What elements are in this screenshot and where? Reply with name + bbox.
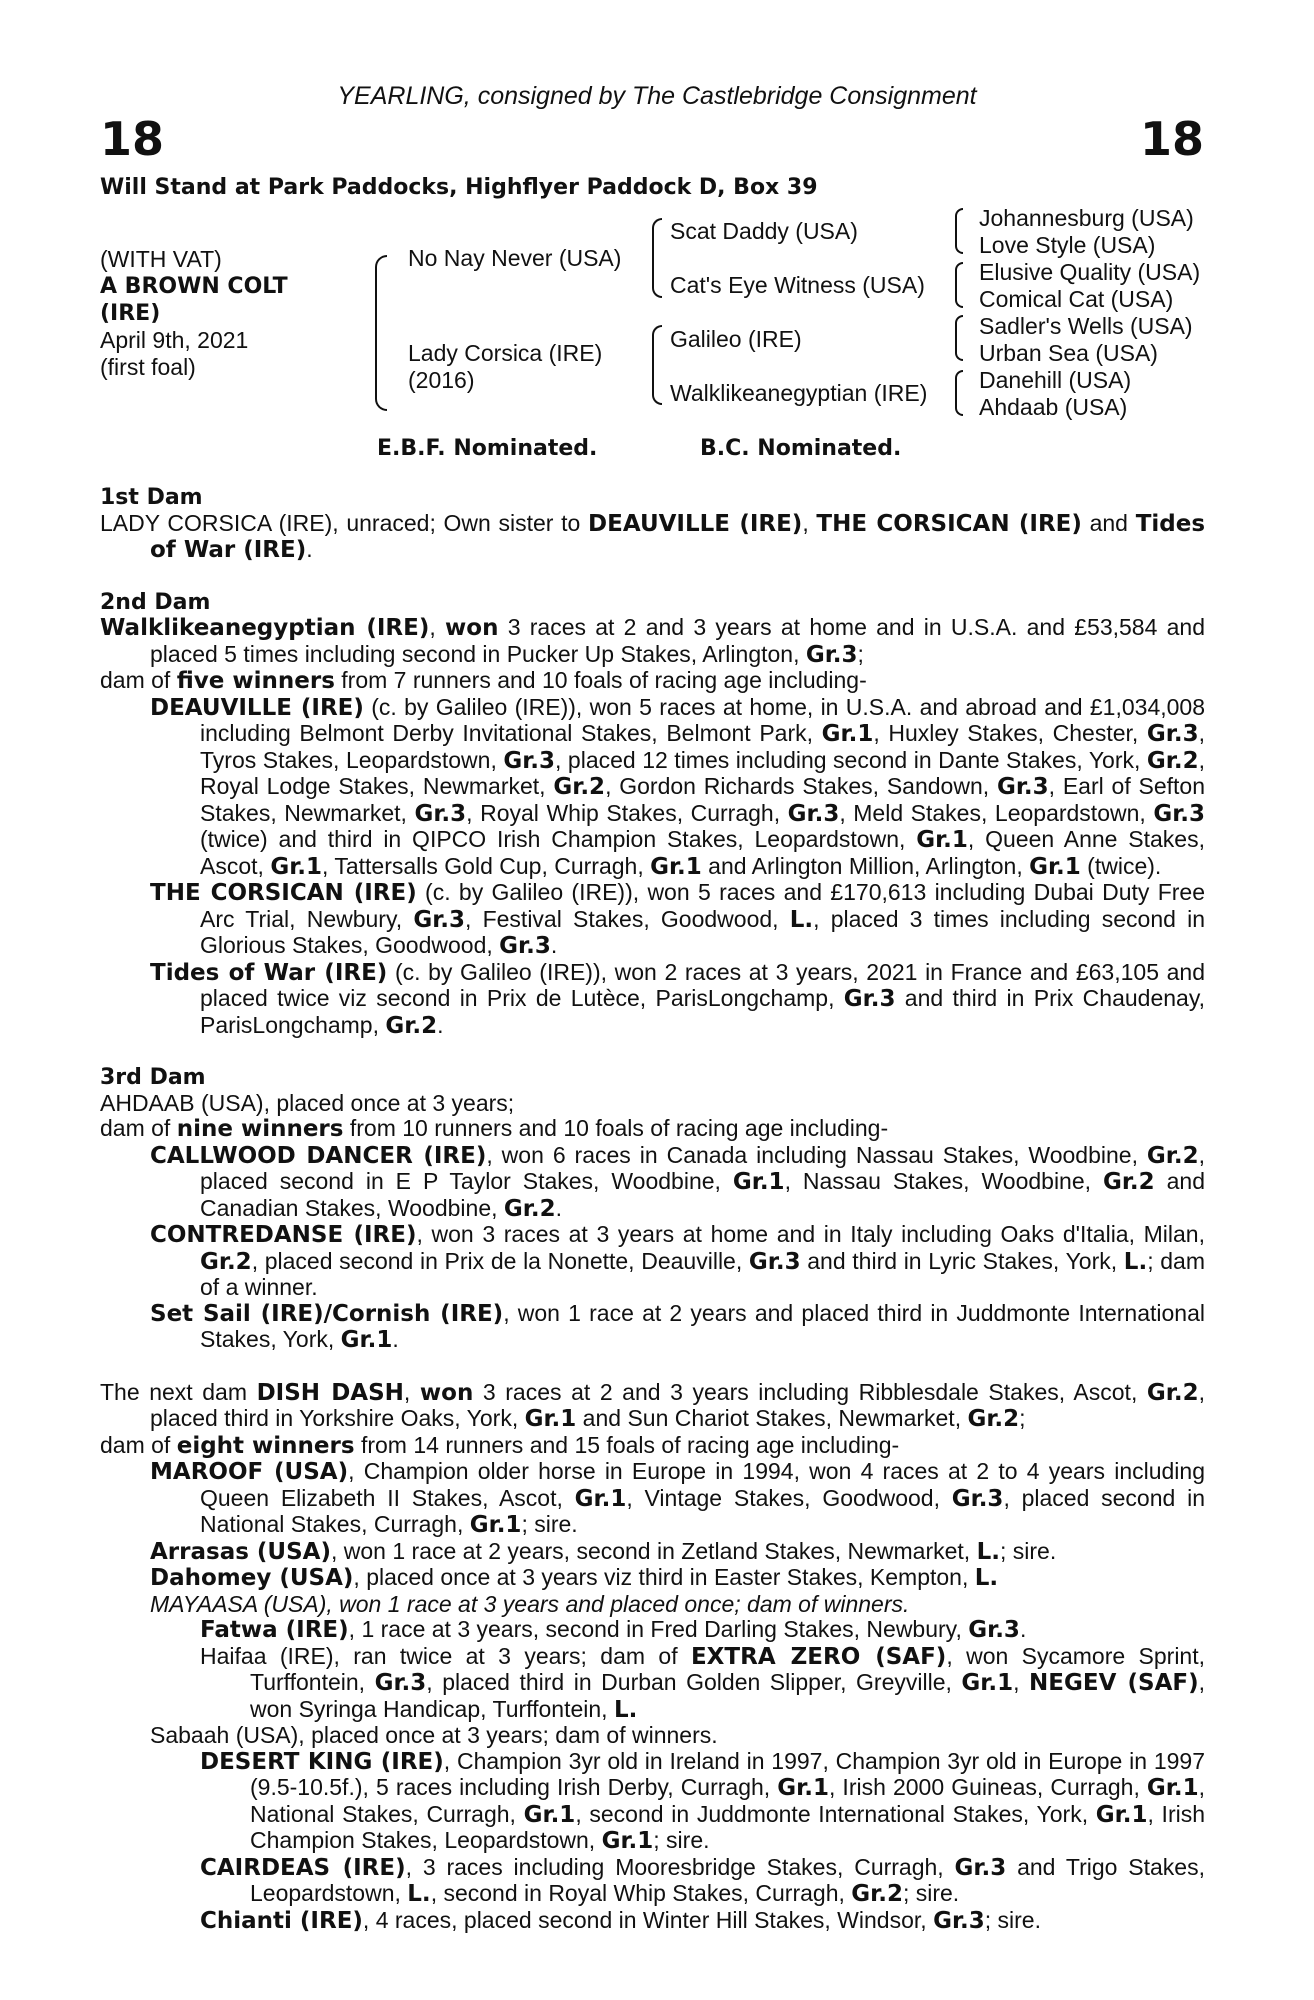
pedigree-dam-sire: Galileo (IRE)	[670, 326, 802, 352]
pedigree-sire-sire: Scat Daddy (USA)	[670, 218, 858, 244]
pedigree-gen3-2: Love Style (USA)	[979, 232, 1156, 258]
pedigree-bracket-main	[375, 255, 387, 411]
produce-contredanse: CONTREDANSE (IRE), won 3 races at 3 years at home and in Italy including Oaks d'Italia, Milan, Gr.2, placed second in Prix de la Nonette, Deauville, Gr.3 and third in Lyric Stakes, York, L.; dam of a winner.	[150, 1221, 1205, 1300]
produce-set-sail: Set Sail (IRE)/Cornish (IRE), won 1 race at 2 years and placed third in Juddmonte International Stakes, York, Gr.1.	[150, 1299, 1205, 1353]
produce-callwood-dancer: CALLWOOD DANCER (IRE), won 6 races in Canada including Nassau Stakes, Woodbine, Gr.2, placed second in E P Taylor Stakes, Woodbine, Gr.1, Nassau Stakes, Woodbine, Gr.2 and Canadian Stakes, Woodbine, Gr.2.	[150, 1141, 1205, 1222]
produce-arrasas: Arrasas (USA), won 1 race at 2 years, second in Zetland Stakes, Newmarket, L.; sire.	[150, 1537, 1057, 1565]
catalogue-body	[100, 485, 1205, 1934]
second-dam-heading: 2nd Dam	[100, 589, 211, 615]
pedigree-bracket-dam	[652, 325, 662, 405]
stand-location: Will Stand at Park Paddocks, Highflyer Paddock D, Box 39	[100, 175, 818, 200]
lot-country: (IRE)	[100, 301, 161, 326]
produce-mayaasa: MAYAASA (USA), won 1 race at 3 years and placed once; dam of winners.	[150, 1590, 910, 1617]
produce-chianti: Chianti (IRE), 4 races, placed second in Winter Hill Stakes, Windsor, Gr.3; sire.	[200, 1906, 1041, 1934]
pedigree-gen3-4: Comical Cat (USA)	[979, 286, 1174, 312]
third-dam-produce: dam of nine winners from 10 runners and 10 foals of racing age including-	[100, 1115, 889, 1142]
first-dam-heading: 1st Dam	[100, 485, 203, 510]
produce-haifaa: Haifaa (IRE), ran twice at 3 years; dam of EXTRA ZERO (SAF), won Sycamore Sprint, Turffontein, Gr.3, placed third in Durban Golden Slipper, Greyville, Gr.1, NEGEV (SAF), won Syringa Handicap, Turffontein, L.	[200, 1642, 1206, 1723]
pedigree-bracket-g2	[955, 262, 963, 308]
pedigree-bracket-g4	[955, 370, 963, 416]
third-dam-line: AHDAAB (USA), placed once at 3 years;	[100, 1089, 515, 1116]
bc-nomination: B.C. Nominated.	[700, 436, 902, 461]
consignment-line: YEARLING, consigned by The Castlebridge Consignment	[337, 82, 977, 110]
lot-number-left: 18	[100, 112, 165, 166]
produce-the-corsican: THE CORSICAN (IRE) (c. by Galileo (IRE)), won 5 races and £170,613 including Dubai Duty Free Arc Trial, Newbury, Gr.3, Festival Stakes, Goodwood, L., placed 3 times including second in Glorious Stakes, Goodwood, Gr.3.	[150, 879, 1205, 959]
lot-note: (first foal)	[100, 354, 196, 380]
pedigree-sire: No Nay Never (USA)	[408, 245, 622, 271]
produce-cairdeas: CAIRDEAS (IRE), 3 races including Mooresbridge Stakes, Curragh, Gr.3 and Trigo Stakes, Leopardstown, L., second in Royal Whip Stakes, Curragh, Gr.2; sire.	[200, 1853, 1205, 1907]
third-dam-heading: 3rd Dam	[100, 1065, 206, 1090]
next-dam-paragraph: The next dam DISH DASH, won 3 races at 2 and 3 years including Ribblesdale Stakes, Ascot, Gr.2, placed third in Yorkshire Oaks, York, Gr.1 and Sun Chariot Stakes, Newmarket, Gr.2;	[100, 1378, 1205, 1432]
pedigree-gen3-6: Urban Sea (USA)	[979, 340, 1158, 366]
first-dam-paragraph: LADY CORSICA (IRE), unraced; Own sister to DEAUVILLE (IRE), THE CORSICAN (IRE) and Tides of War (IRE).	[100, 509, 1206, 563]
second-dam-paragraph: Walklikeanegyptian (IRE), won 3 races at 2 and 3 years at home and in U.S.A. and £53,584 and placed 5 times including second in Pucker Up Stakes, Arlington, Gr.3;	[100, 614, 1206, 668]
pedigree-gen3-1: Johannesburg (USA)	[979, 205, 1194, 231]
lot-description: A BROWN COLT	[100, 274, 288, 299]
produce-tides-of-war: Tides of War (IRE) (c. by Galileo (IRE)), won 2 races at 3 years, 2021 in France and £63,105 and placed twice viz second in Prix de Lutèce, ParisLongchamp, Gr.3 and third in Prix Chaudenay, ParisLongchamp, Gr.2.	[150, 958, 1206, 1039]
produce-desert-king: DESERT KING (IRE), Champion 3yr old in Ireland in 1997, Champion 3yr old in Europe in 1997 (9.5-10.5f.), 5 races including Irish Derby, Curragh, Gr.1, Irish 2000 Guineas, Curragh, Gr.1, National Stakes, Curragh, Gr.1, second in Juddmonte International Stakes, York, Gr.1, Irish Champion Stakes, Leopardstown, Gr.1; sire.	[200, 1747, 1206, 1854]
ebf-nomination: E.B.F. Nominated.	[377, 436, 598, 461]
pedigree-dam-name: Lady Corsica (IRE)	[408, 340, 603, 366]
second-dam-produce: dam of five winners from 7 runners and 10 foals of racing age including-	[100, 667, 867, 694]
pedigree-bracket-g1	[955, 208, 963, 254]
pedigree-gen3-7: Danehill (USA)	[979, 367, 1132, 393]
lot-number-right: 18	[1139, 112, 1204, 166]
pedigree-gen3-5: Sadler's Wells (USA)	[979, 313, 1193, 339]
produce-deauville: DEAUVILLE (IRE) (c. by Galileo (IRE)), won 5 races at home, in U.S.A. and abroad and £1,034,008 including Belmont Derby Invitational Stakes, Belmont Park, Gr.1, Huxley Stakes, Chester, Gr.3, Tyros Stakes, Leopardstown, Gr.3, placed 12 times including second in Dante Stakes, York, Gr.2, Royal Lodge Stakes, Newmarket, Gr.2, Gordon Richards Stakes, Sandown, Gr.3, Earl of Sefton Stakes, Newmarket, Gr.3, Royal Whip Stakes, Curragh, Gr.3, Meld Stakes, Leopardstown, Gr.3 (twice) and third in QIPCO Irish Champion Stakes, Leopardstown, Gr.1, Queen Anne Stakes, Ascot, Gr.1, Tattersalls Gold Cup, Curragh, Gr.1 and Arlington Million, Arlington, Gr.1 (twice).	[150, 693, 1206, 880]
produce-fatwa: Fatwa (IRE), 1 race at 3 years, second in Fred Darling Stakes, Newbury, Gr.3.	[200, 1616, 1027, 1643]
pedigree-bracket-sire	[652, 218, 662, 298]
produce-sabaah: Sabaah (USA), placed once at 3 years; dam of winners.	[150, 1722, 718, 1748]
produce-dahomey: Dahomey (USA), placed once at 3 years viz third in Easter Stakes, Kempton, L.	[150, 1564, 999, 1591]
pedigree-bracket-g3	[955, 315, 963, 361]
next-dam-produce: dam of eight winners from 14 runners and 15 foals of racing age including-	[100, 1431, 900, 1459]
pedigree-gen3-8: Ahdaab (USA)	[979, 394, 1128, 420]
pedigree-sire-dam: Cat's Eye Witness (USA)	[670, 272, 925, 298]
pedigree-gen3-3: Elusive Quality (USA)	[979, 259, 1201, 285]
pedigree-dam-dam: Walklikeanegyptian (IRE)	[670, 380, 928, 406]
produce-maroof: MAROOF (USA), Champion older horse in Europe in 1994, won 4 races at 2 to 4 years including Queen Elizabeth II Stakes, Ascot, Gr.1, Vintage Stakes, Goodwood, Gr.3, placed second in National Stakes, Curragh, Gr.1; sire.	[150, 1458, 1205, 1538]
pedigree-dam-year: (2016)	[408, 367, 475, 393]
lot-vat: (WITH VAT)	[100, 246, 222, 272]
lot-foaled: April 9th, 2021	[100, 327, 249, 353]
